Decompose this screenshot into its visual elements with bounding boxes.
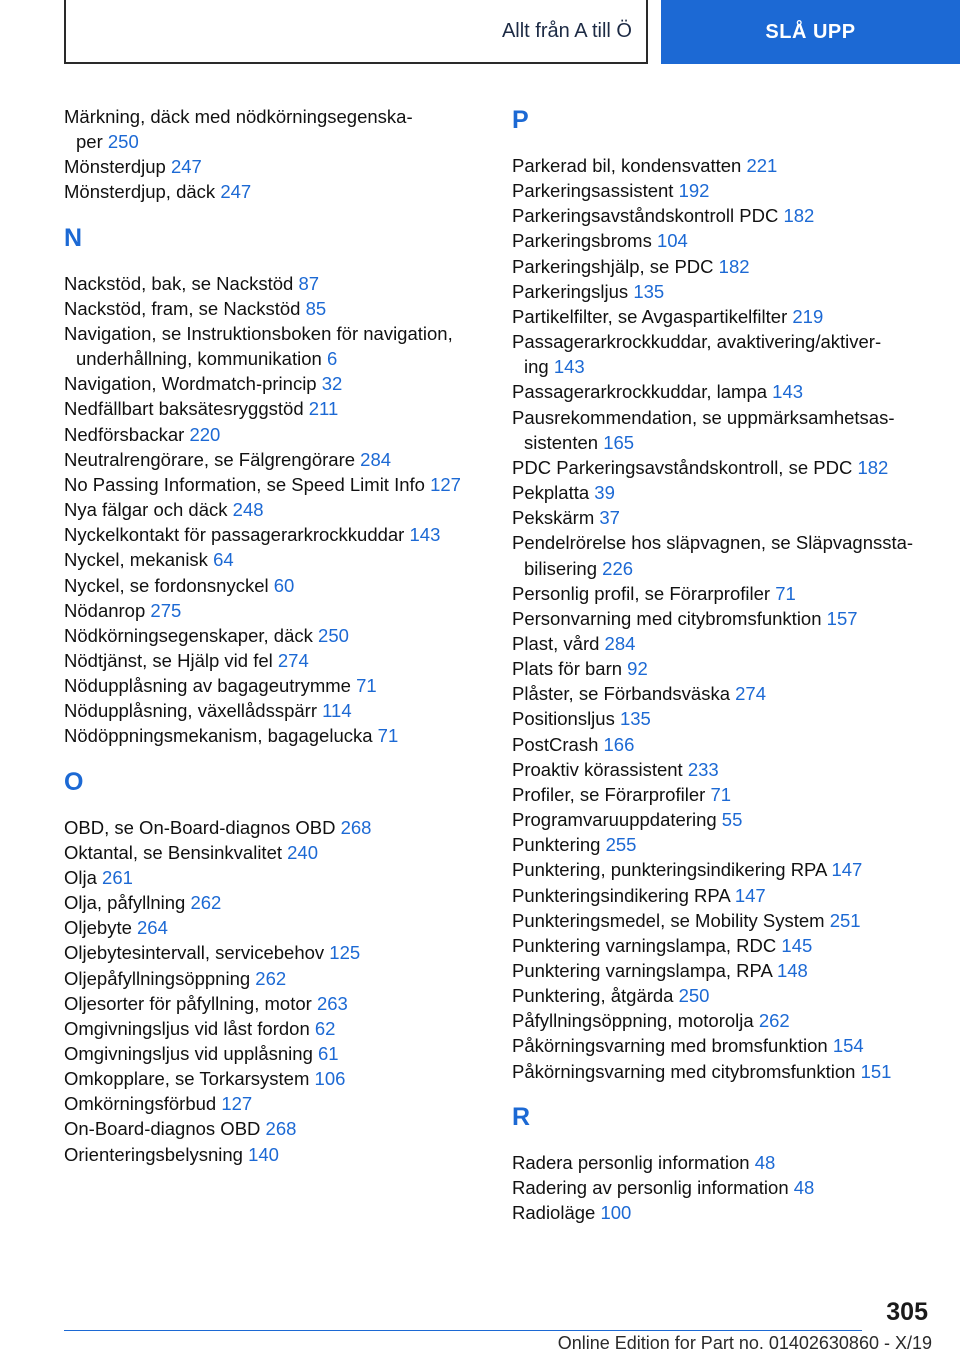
entry-term: Punktering, punkteringsindikering RPA [512,859,827,881]
page-reference-link[interactable]: 145 [781,934,813,956]
index-entry [512,153,932,178]
page-reference-link[interactable]: 39 [594,482,615,504]
page-reference-link[interactable]: 71 [775,582,796,604]
index-entry [64,154,484,179]
index-entry [512,706,932,731]
page-reference-link[interactable]: 92 [627,658,648,680]
index-entry [512,681,932,706]
entry-term: Pausrekommendation, se uppmärksamhetsas‐ [512,406,895,428]
index-entry [64,1142,484,1167]
index-entry [512,203,932,228]
entry-term: Parkerad bil, kondensvatten [512,155,742,176]
page-reference-link[interactable]: 143 [409,524,441,546]
page-reference-link[interactable]: 250 [318,624,349,646]
page-reference-link[interactable]: 64 [213,549,234,571]
entry-term: Nya fälgar och däck [64,499,228,521]
index-entry [64,1066,484,1091]
index-entry [64,966,484,991]
footer-divider [64,1330,862,1331]
entry-term: Programvaruuppdatering [512,809,717,831]
entry-term: Navigation, Wordmatch‐princip [64,373,317,395]
page-reference-link[interactable]: 6 [326,348,338,370]
entry-term: Orienteringsbelysning [64,1143,243,1165]
index-entry [512,656,932,681]
section-letter: N [64,223,83,252]
index-entry [512,832,932,857]
entry-term: Plåster, se Förbandsväska [512,683,730,705]
page-reference-link[interactable]: 140 [248,1143,279,1165]
index-entry [512,908,932,933]
entry-term: Radering av personlig information [512,1176,789,1198]
page-reference-link[interactable]: 268 [265,1118,297,1140]
index-entry [64,598,484,623]
entry-term: PDC Parkeringsavståndskontroll, se PDC [512,456,853,478]
index-entry [64,321,484,371]
entry-term: Nödkörningsegenskaper, däck [64,624,313,646]
entry-term: On-Board-diagnos OBD [64,1118,261,1140]
page-reference-link[interactable]: 147 [831,859,863,881]
index-entry [64,104,484,154]
entry-term: Parkeringsavståndskontroll PDC [512,205,779,227]
index-entry [512,958,932,983]
index-entry [64,447,484,472]
page-reference-link[interactable]: 264 [137,917,168,939]
page-reference-link[interactable]: 274 [735,683,767,705]
index-entry [512,757,932,782]
page-reference-link[interactable]: 251 [829,909,861,931]
page-reference-link[interactable]: 247 [170,156,202,178]
page-reference-link[interactable]: 71 [710,783,732,805]
index-entry [512,857,932,882]
index-entry [512,1200,932,1225]
page-reference-link[interactable]: 240 [287,841,319,863]
index-entry [64,623,484,648]
tab-lookup[interactable]: SLÅ UPP [661,0,960,64]
page-reference-link[interactable]: 221 [746,155,778,176]
entry-term: Omgivningsljus vid låst fordon [64,1017,310,1039]
entry-term: PostCrash [512,733,599,755]
page-reference-link[interactable]: 192 [678,180,710,202]
entry-term: Punktering, åtgärda [512,985,674,1007]
index-entry [512,1059,932,1084]
entry-term: Nyckelkontakt för passagerarkrockkuddar [64,524,405,546]
entry-term: Partikelfilter, se Avgaspartikelfilter [512,305,788,327]
entry-term: Nedförsbackar [64,423,185,445]
page-reference-link[interactable]: 85 [305,297,327,319]
page-reference-link[interactable]: 250 [107,131,139,153]
page-reference-link[interactable]: 147 [734,884,766,906]
index-entry [64,1041,484,1066]
page-reference-link[interactable]: 275 [150,599,182,621]
index-entry [512,631,932,656]
page-reference-link[interactable]: 37 [599,507,620,529]
index-entry [64,865,484,890]
index-entry [512,254,932,279]
index-entry [512,329,932,379]
entry-term: Oljesorter för påfyllning, motor [64,992,312,1014]
page-reference-link[interactable]: 135 [633,280,665,302]
entry-term: Pekplatta [512,482,590,504]
entry-term: Nackstöd, fram, se Nackstöd [64,297,301,319]
index-entry [64,179,484,204]
entry-term: Nödöppningsmekanism, bagagelucka [64,725,373,747]
entry-term: Parkeringsljus [512,280,629,302]
index-entry [512,1150,932,1175]
index-entry [64,673,484,698]
entry-term: Nödupplåsning av bagageutrymme [64,675,351,697]
entry-term: Positionsljus [512,708,615,730]
page-reference-link[interactable]: 125 [329,942,361,964]
page-reference-link[interactable]: 284 [604,632,636,654]
entry-term: Påkörningsvarning med bromsfunktion [512,1035,828,1057]
entry-term: Nödanrop [64,599,146,621]
entry-term: Pekskärm [512,507,595,529]
entry-term-continued: sistenten [524,431,599,453]
page-reference-link[interactable]: 48 [793,1176,815,1198]
entry-term: Nödtjänst, se Hjälp vid fel [64,649,273,671]
entry-term: Nedfällbart baksätesryggstöd [64,398,304,420]
index-entry [512,606,932,631]
index-entry [64,940,484,965]
index-entry [64,371,484,396]
entry-term: Påfyllningsöppning, motorolja [512,1010,754,1032]
index-entry [64,1116,484,1141]
index-entry [64,698,484,723]
entry-term: Plats för barn [512,658,623,680]
page-reference-link[interactable]: 166 [603,733,635,755]
index-entry [512,1175,932,1200]
page-reference-link[interactable]: 61 [318,1043,339,1064]
page-reference-link[interactable]: 284 [360,448,392,470]
page-reference-link[interactable]: 71 [377,725,399,747]
page-reference-link[interactable]: 48 [754,1151,776,1173]
page-reference-link[interactable]: 247 [220,181,252,203]
entry-term: No Passing Information, se Speed Limit Info [64,473,425,495]
page-reference-link[interactable]: 148 [776,960,808,981]
tab-a-to-z[interactable]: Allt från A till Ö [64,0,648,64]
entry-term: Nackstöd, bak, se Nackstöd [64,272,294,294]
page-reference-link[interactable]: 143 [553,356,585,378]
entry-term-continued: per [76,131,103,153]
entry-term: Parkeringsassistent [512,180,674,202]
entry-term: Radioläge [512,1202,596,1224]
entry-term: Omkörningsförbud [64,1093,217,1115]
page-reference-link[interactable]: 255 [605,834,637,856]
page-reference-link[interactable]: 143 [772,381,804,403]
page-reference-link[interactable]: 104 [656,230,688,252]
index-entry [512,732,932,757]
entry-term: Mönsterdjup [64,156,166,178]
index-entry [512,228,932,253]
entry-term: Påkörningsvarning med citybromsfunktion [512,1060,856,1082]
index-entry [64,1091,484,1116]
index-entry [64,522,484,547]
index-column-left [64,104,484,1167]
page-reference-link[interactable]: 248 [232,499,264,521]
page-reference-link[interactable]: 268 [340,816,372,838]
index-entry [64,547,484,572]
page-reference-link[interactable]: 233 [687,758,719,780]
page-reference-link[interactable]: 114 [322,700,352,722]
entry-term: Punkteringsmedel, se Mobility System [512,909,825,931]
index-column-right [512,104,932,1225]
page-reference-link[interactable]: 182 [718,255,750,277]
index-entry [512,455,932,480]
entry-term: Personlig profil, se Förarprofiler [512,582,771,604]
page-reference-link[interactable]: 151 [860,1060,892,1082]
entry-term: Radera personlig information [512,1151,750,1173]
index-entry [64,271,484,296]
index-entry [64,472,484,497]
page-reference-link[interactable]: 211 [308,398,339,420]
index-entry [64,497,484,522]
entry-term: Passagerarkrockkuddar, avaktivering/aktiver‐ [512,331,882,353]
entry-term: Oktantal, se Bensinkvalitet [64,841,282,863]
entry-term: Oljepåfyllningsöppning [64,967,251,989]
entry-term: Nyckel, se fordonsnyckel [64,574,269,596]
page-reference-link[interactable]: 135 [619,708,651,730]
page-reference-link[interactable]: 127 [221,1093,253,1115]
index-entry [512,933,932,958]
index-entry [512,530,932,580]
index-entry [512,505,932,530]
entry-term: Parkeringshjälp, se PDC [512,255,714,277]
section-letter: P [512,106,529,134]
page-reference-link[interactable]: 32 [321,373,343,395]
entry-term: Pendelrörelse hos släpvagnen, se Släpvagnssta‐ [512,532,914,554]
page-reference-link[interactable]: 60 [273,574,295,596]
entry-term: Proaktiv körassistent [512,758,683,780]
entry-term: Navigation, se Instruktionsboken för navigation, [64,322,453,344]
index-entry [512,279,932,304]
index-entry [64,723,484,748]
index-entry [64,991,484,1016]
entry-term: Punktering [512,834,601,856]
edition-footer: Online Edition for Part no. 01402630860 - X/19 [557,1333,932,1353]
page-reference-link[interactable]: 250 [678,985,710,1007]
entry-term: Omkopplare, se Torkarsystem [64,1068,310,1090]
index-entry [512,581,932,606]
page-reference-link[interactable]: 87 [298,272,320,294]
page-reference-link[interactable]: 220 [189,423,221,445]
entry-term-continued: underhållning, kommunikation [76,348,322,370]
index-entry [512,1008,932,1033]
entry-term: Punkteringsindikering RPA [512,884,730,906]
section-letter: O [64,767,84,796]
index-entry [64,840,484,865]
page-reference-link[interactable]: 262 [255,967,287,989]
index-entry [64,915,484,940]
page-reference-link[interactable]: 182 [857,456,889,478]
index-entry [64,296,484,321]
page-reference-link[interactable]: 274 [277,649,309,671]
index-entry [512,379,932,404]
section-letter: R [512,1102,531,1131]
index-entry [512,883,932,908]
entry-term: Neutralrengörare, se Fälgrengörare [64,448,356,470]
entry-term: Olja, påfyllning [64,892,186,914]
entry-term-continued: ing [524,356,549,378]
entry-term: Oljebytesintervall, servicebehov [64,942,325,964]
index-entry [512,983,932,1008]
entry-term: Punktering varningslampa, RDC [512,934,777,956]
entry-term: Punktering varningslampa, RPA [512,960,772,981]
index-entry [64,815,484,840]
page-reference-link[interactable]: 262 [758,1010,790,1032]
entry-term: Olja [64,866,97,888]
page-reference-link[interactable]: 261 [102,866,133,888]
index-entry [512,480,932,505]
page-reference-link[interactable]: 71 [356,675,377,697]
index-entry [64,1016,484,1041]
entry-term: Passagerarkrockkuddar, lampa [512,381,768,403]
entry-term: Personvarning med citybromsfunktion [512,607,822,629]
index-entry [512,807,932,832]
page-reference-link[interactable]: 55 [721,809,743,831]
index-entry [512,304,932,329]
page-reference-link[interactable]: 263 [316,992,348,1014]
index-entry [512,405,932,455]
entry-term-continued: bilisering [524,557,598,579]
entry-term: Plast, vård [512,632,600,654]
page-reference-link[interactable]: 226 [602,557,634,579]
page-reference-link[interactable]: 154 [832,1035,864,1057]
entry-term: OBD, se On-Board-diagnos OBD [64,816,336,838]
entry-term: Profiler, se Förarprofiler [512,783,706,805]
page-reference-link[interactable]: 219 [792,305,824,327]
page-reference-link[interactable]: 165 [603,431,635,453]
index-entry [64,422,484,447]
index-entry [64,890,484,915]
entry-term: Oljebyte [64,917,132,939]
index-entry [64,648,484,673]
page-reference-link[interactable]: 127 [430,473,461,495]
entry-term: Nyckel, mekanisk [64,549,208,571]
page-reference-link[interactable]: 157 [826,607,858,629]
page-number: 305 [886,1298,928,1326]
page-reference-link[interactable]: 100 [600,1202,632,1224]
entry-term: Omgivningsljus vid upplåsning [64,1043,313,1064]
page-reference-link[interactable]: 62 [314,1017,336,1039]
page-reference-link[interactable]: 106 [314,1068,346,1090]
index-entry [64,573,484,598]
page-reference-link[interactable]: 262 [190,892,222,914]
index-entry [512,178,932,203]
index-entry [512,782,932,807]
entry-term: Märkning, däck med nödkörningsegenska‐ [64,106,413,127]
index-entry [512,1033,932,1058]
entry-term: Mönsterdjup, däck [64,181,216,203]
page-reference-link[interactable]: 182 [783,205,815,227]
index-entry [64,396,484,421]
entry-term: Nödupplåsning, växellådsspärr [64,700,317,722]
entry-term: Parkeringsbroms [512,230,652,252]
